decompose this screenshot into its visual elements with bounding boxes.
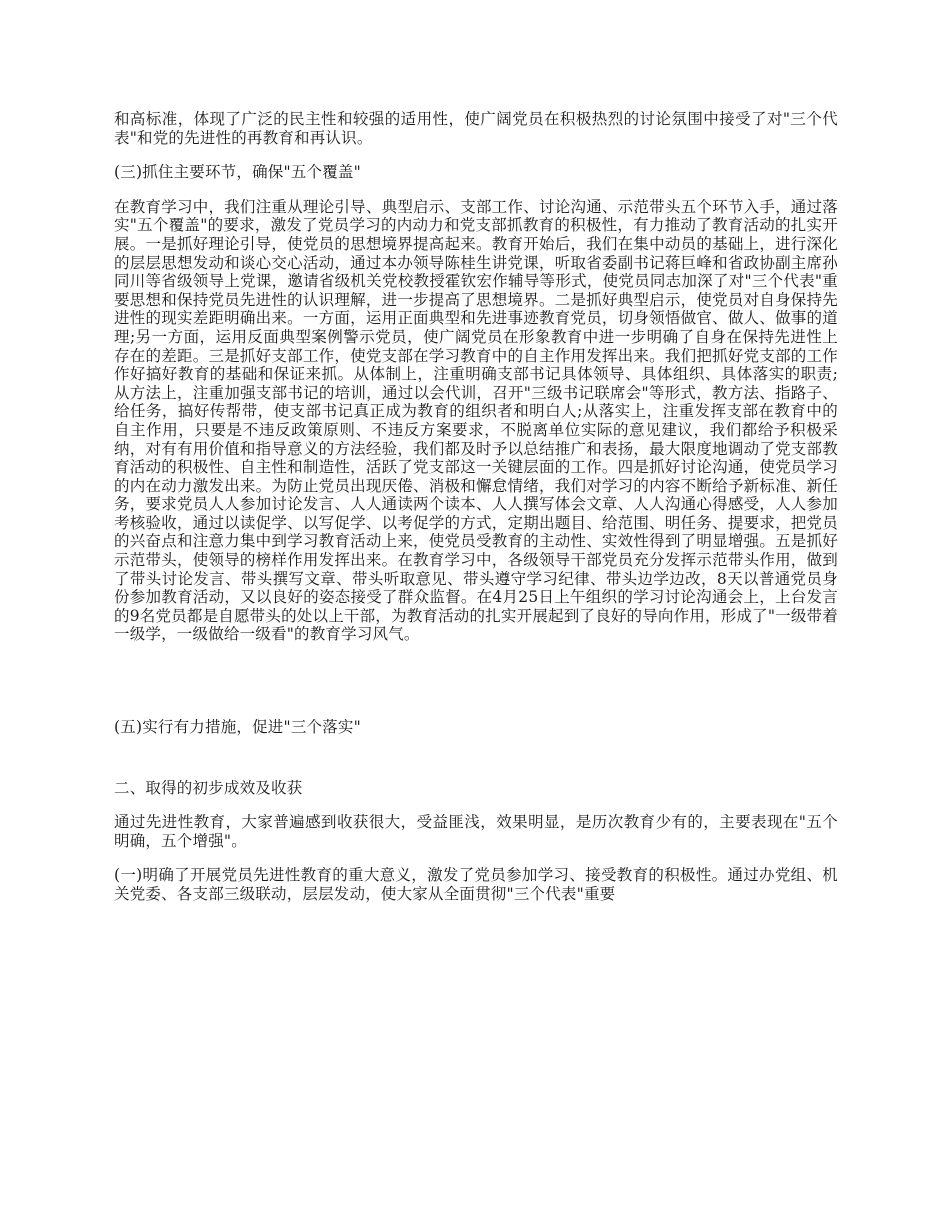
heading-section-three: (三)抓住主要环节，确保"五个覆盖" [114,163,361,182]
paragraph-five-coverage: 在教育学习中，我们注重从理论引导、典型启示、支部工作、讨论沟通、示范带头五个环节入手，通过落实"五个覆盖"的要求，激发了党员学习的内动力和党支部抓教育的积极性，有力推动了教育活动的扎实开展。一是抓好理论引导，使党员的思想境界提高起来。教育开始后，我们在集中动员的基础上，进行深化的层层思想发动和谈心交心活动，通过本办领导陈桂生讲党课，听取省委副书记蒋巨峰和省政协副主席孙同川等省级领导上党课，邀请省级机关党校教授霍钦宏作辅导等形式，使党员同志加深了对"三个代表"重要思想和保持党员先进性的认识理解，进一步提高了思想境界。二是抓好典型启示，使党员对自身保持先进性的现实差距明确出来。一方面，运用正面典型和先进事迹教育党员，切身领悟做官、做人、做事的道理;另一方面，运用反面典型案例警示党员，使广阔党员在形象教育中进一步明确了自身在保持先进性上存在的差距。三是抓好支部工作，使党支部在学习教育中的自主作用发挥出来。我们把抓好党支部的工作作好搞好教育的基础和保证来抓。从体制上，注重明确支部书记具体领导、具体组织、具体落实的职责;从方法上，注重加强支部书记的培训，通过以会代训，召开"三级书记联席会"等形式，教方法、指路子、给任务，搞好传帮带，使支部书记真正成为教育的组织者和明白人;从落实上，注重发挥支部在教育中的自主作用，只要是不违反政策原则、不违反方案要求，不脱离单位实际的意见建议，我们都给予积极采纳，对有有用价值和指导意义的方法经验，我们都及时予以总结推广和表扬，最大限度地调动了党支部教育活动的积极性、自主性和制造性，活跃了党支部这一关键层面的工作。四是抓好讨论沟通，使党员学习的内在动力激发出来。为防止党员出现厌倦、消极和懈怠情绪，我们对学习的内容不断给予新标准、新任务，要求党员人人参加讨论发言、人人通读两个读本、人人撰写体会文章、人人沟通心得感受，人人参加考核验收，通过以读促学、以写促学、以考促学的方式，定期出题目、给范围、明任务、提要求，把党员的兴奋点和注意力集中到学习教育活动上来，使党员受教育的主动性、实效性得到了明显增强。五是抓好示范带头，使领导的榜样作用发挥出来。在教育学习中，各级领导干部党员充分发挥示范带头作用，做到了带头讨论发言、带头撰写文章、带头听取意见、带头遵守学习纪律、带头边学边改，8天以普通党员身份参加教育活动，又以良好的姿态接受了群众监督。在4月25日上午组织的学习讨论沟通会上，上台发言的9名党员都是自愿带头的处以上干部，为教育活动的扎实开展起到了良好的导向作用，形成了"一级带着一级学，一级做给一级看"的教育学习风气。 [114,197,838,644]
paragraph-result-one: (一)明确了开展党员先进性教育的重大意义，激发了党员参加学习、接受教育的积极性。通过办党组、机关党委、各支部三级联动，层层发动，使大家从全面贯彻"三个代表"重要 [114,866,838,903]
heading-section-five: (五)实行有力措施，促进"三个落实" [114,718,361,737]
paragraph-results-summary: 通过先进性教育，大家普遍感到收获很大，受益匪浅，效果明显，是历次教育少有的，主要表现在"五个明确，五个增强"。 [114,813,838,850]
document-page [114,110,838,904]
heading-results: 二、取得的初步成效及收获 [114,778,303,797]
paragraph-intro: 和高标准，体现了广泛的民主性和较强的适用性，使广阔党员在积极热烈的讨论氛围中接受了对"三个代表"和党的先进性的再教育和再认识。 [114,110,838,147]
